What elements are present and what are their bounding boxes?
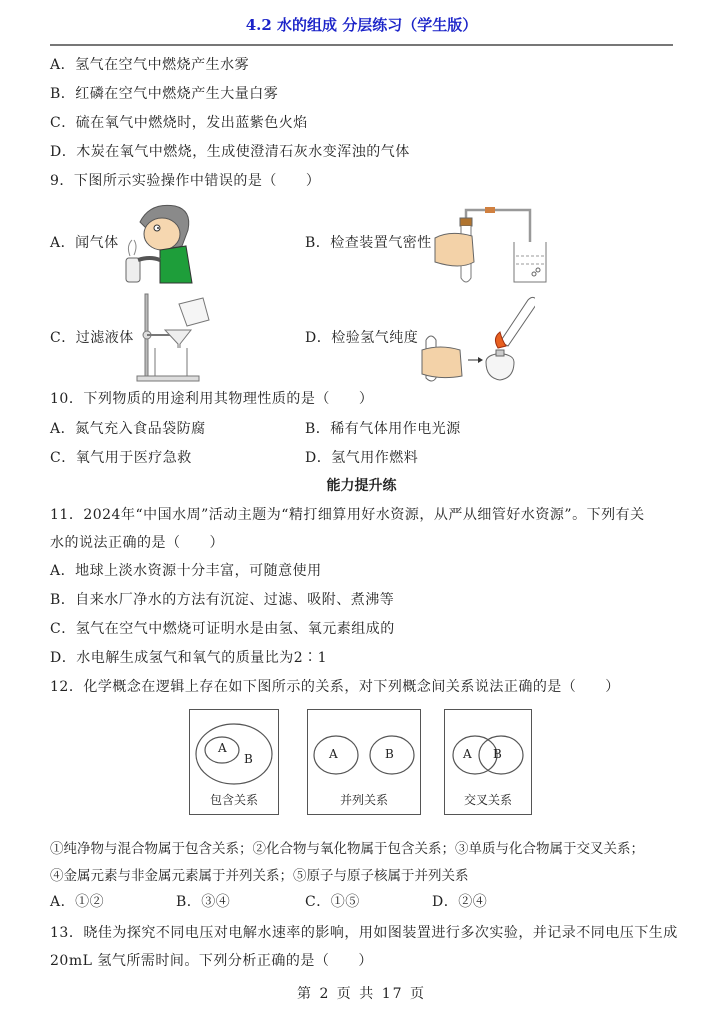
q8-option-a: A．氢气在空气中燃烧产生水雾 [50, 57, 250, 73]
venn-intersection-label: 交叉关系 [463, 793, 512, 807]
q12-stem: 12．化学概念在逻辑上存在如下图所示的关系，对下列概念间关系说法正确的是（ ） [50, 679, 620, 695]
venn-intersection-b: B [493, 747, 502, 761]
hydrogen-purity-test-figure [420, 290, 535, 385]
venn-parallel-a: A [329, 747, 338, 761]
venn-inclusion-diagram [190, 710, 278, 790]
page-number: 第 2 页 共 17 页 [297, 986, 426, 1002]
q12-statements-line1: ①纯净物与混合物属于包含关系；②化合物与氧化物属于包含关系；③单质与化合物属于交叉关系； [50, 841, 644, 857]
q12-statements-line2: ④金属元素与非金属元素属于并列关系；⑤原子与原子核属于并列关系 [50, 868, 469, 884]
venn-intersection-diagram [445, 710, 531, 790]
airtightness-check-figure [430, 200, 550, 285]
venn-intersection-a: A [463, 747, 472, 761]
venn-inclusion-label: 包含关系 [209, 793, 258, 807]
header-divider [50, 44, 673, 46]
q13-stem-line1: 13．晓佳为探究不同电压对电解水速率的影响，用如图装置进行多次实验，并记录不同电压下生成 [50, 925, 678, 941]
venn-parallel-diagram [308, 710, 420, 790]
q10-option-d: D．氢气用作燃料 [305, 450, 419, 466]
filtration-figure [135, 290, 215, 385]
q9-stem: 9．下图所示实验操作中错误的是（ ） [50, 173, 321, 189]
section-title: 能力提升练 [326, 478, 397, 494]
q11-option-d: D．水电解生成氢气和氧气的质量比为2∶1 [50, 650, 328, 666]
q13-stem-line2: 20mL 氢气所需时间。下列分析正确的是（ ） [50, 953, 373, 969]
q10-stem: 10．下列物质的用途利用其物理性质的是（ ） [50, 391, 374, 407]
venn-inclusion-a: A [218, 741, 227, 755]
q12-option-b: B．③④ [176, 894, 231, 910]
venn-inclusion-b: B [244, 752, 253, 766]
q8-option-c: C．硫在氧气中燃烧时，发出蓝紫色火焰 [50, 115, 308, 131]
q11-stem-line1: 11．2024年“中国水周”活动主题为“精打细算用好水资源，从严从细管好水资源”。下列有关 [50, 507, 645, 523]
q12-option-c: C．①⑤ [305, 894, 360, 910]
q9-option-a: A．闻气体 [50, 235, 119, 251]
q11-stem-line2: 水的说法正确的是（ ） [50, 535, 224, 551]
q10-option-c: C．氧气用于医疗急救 [50, 450, 192, 466]
q9-option-b: B．检查装置气密性 [305, 235, 432, 251]
q10-option-a: A．氮气充入食品袋防腐 [50, 421, 206, 437]
venn-parallel-box [307, 709, 421, 815]
q9-option-d: D．检验氢气纯度 [305, 330, 419, 346]
venn-inclusion-box [189, 709, 279, 815]
q8-option-b: B．红磷在空气中燃烧产生大量白雾 [50, 86, 279, 102]
page-title: 4.2 水的组成 分层练习（学生版） [245, 16, 478, 34]
q11-option-b: B．自来水厂净水的方法有沉淀、过滤、吸附、煮沸等 [50, 592, 395, 608]
venn-intersection-box [444, 709, 532, 815]
q9-option-c: C．过滤液体 [50, 330, 134, 346]
q12-option-a: A．①② [50, 894, 105, 910]
venn-parallel-b: B [385, 747, 394, 761]
q12-option-d: D．②④ [432, 894, 488, 910]
q10-option-b: B．稀有气体用作电光源 [305, 421, 461, 437]
q11-option-c: C．氢气在空气中燃烧可证明水是由氢、氧元素组成的 [50, 621, 395, 637]
smell-gas-figure [120, 200, 200, 285]
q11-option-a: A．地球上淡水资源十分丰富，可随意使用 [50, 563, 322, 579]
q8-option-d: D．木炭在氧气中燃烧，生成使澄清石灰水变浑浊的气体 [50, 144, 410, 160]
venn-parallel-label: 并列关系 [339, 793, 388, 807]
